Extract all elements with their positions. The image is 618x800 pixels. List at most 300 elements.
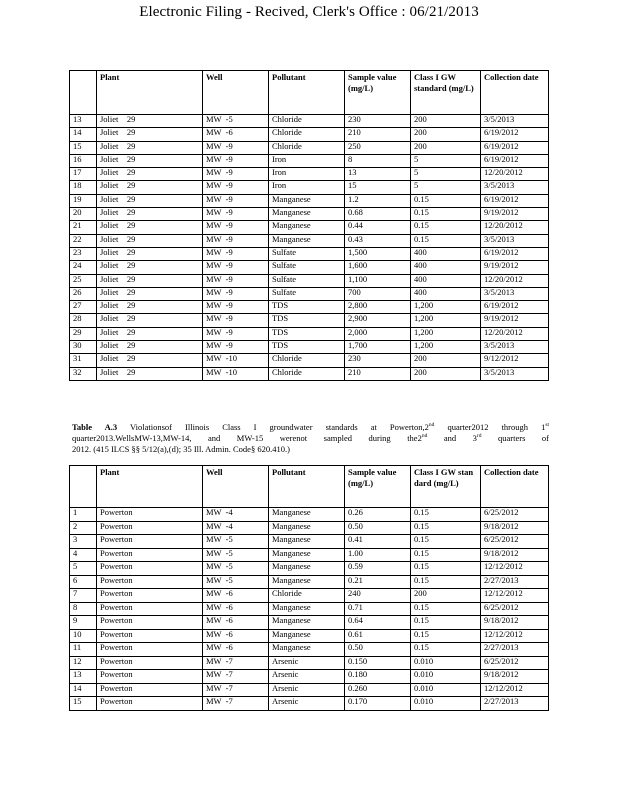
table-cell: 5 <box>411 168 481 181</box>
column-header: Plant <box>97 71 203 115</box>
table-cell: 24 <box>70 261 97 274</box>
table-cell: 1,200 <box>411 327 481 340</box>
table-cell: 0.15 <box>411 208 481 221</box>
table-cell: 0.26 <box>345 508 411 522</box>
table-cell: Manganese <box>269 221 345 234</box>
table-cell: MW -10 <box>203 367 269 380</box>
table-cell: Arsenic <box>269 683 345 697</box>
table-row <box>70 548 549 562</box>
table-cell: MW -7 <box>203 656 269 670</box>
table-cell: 230 <box>345 354 411 367</box>
table-cell: 11 <box>70 643 97 657</box>
table-cell: 12/12/2012 <box>481 629 549 643</box>
table-cell: 3/5/2013 <box>481 234 549 247</box>
table-cell: Joliet 29 <box>97 181 203 194</box>
table-row <box>70 261 549 274</box>
table-cell: Powerton <box>97 629 203 643</box>
table-cell: Joliet 29 <box>97 274 203 287</box>
table-cell: Arsenic <box>269 697 345 711</box>
table-cell: MW -7 <box>203 697 269 711</box>
table-cell: 9 <box>70 616 97 630</box>
table-cell: Powerton <box>97 575 203 589</box>
table-cell: MW -6 <box>203 629 269 643</box>
table-cell: Chloride <box>269 354 345 367</box>
table-row <box>70 181 549 194</box>
table-row <box>70 589 549 603</box>
table-row <box>70 327 549 340</box>
table-cell: 6/25/2012 <box>481 535 549 549</box>
table-row <box>70 535 549 549</box>
table-cell: TDS <box>269 341 345 354</box>
table-cell: Joliet 29 <box>97 154 203 167</box>
table-cell: 1,200 <box>411 301 481 314</box>
table-cell: 1,200 <box>411 314 481 327</box>
table-cell: 0.21 <box>345 575 411 589</box>
table-cell: 6/25/2012 <box>481 602 549 616</box>
table-cell: MW -6 <box>203 128 269 141</box>
table-cell: 0.15 <box>411 602 481 616</box>
table-cell: 28 <box>70 314 97 327</box>
table-cell: MW -4 <box>203 508 269 522</box>
table-cell: 31 <box>70 354 97 367</box>
table-row <box>70 616 549 630</box>
table-cell: Chloride <box>269 141 345 154</box>
table-cell: Manganese <box>269 548 345 562</box>
table-cell: 9/18/2012 <box>481 548 549 562</box>
table-cell: MW -7 <box>203 683 269 697</box>
table-cell: 18 <box>70 181 97 194</box>
table-cell: 0.68 <box>345 208 411 221</box>
table-cell: 9/18/2012 <box>481 670 549 684</box>
table-cell: 16 <box>70 154 97 167</box>
table-cell: Arsenic <box>269 670 345 684</box>
table-cell: Powerton <box>97 562 203 576</box>
caption-superscript: rd <box>476 433 482 440</box>
table-cell: Manganese <box>269 535 345 549</box>
table-cell: MW -4 <box>203 521 269 535</box>
table-cell: Manganese <box>269 575 345 589</box>
table-cell: Joliet 29 <box>97 115 203 128</box>
table-cell: 25 <box>70 274 97 287</box>
table-cell: 21 <box>70 221 97 234</box>
table-row <box>70 602 549 616</box>
table-row <box>70 341 549 354</box>
table-cell: Iron <box>269 154 345 167</box>
table-cell: MW -9 <box>203 181 269 194</box>
table-cell: 0.15 <box>411 508 481 522</box>
table-cell: 9/19/2012 <box>481 208 549 221</box>
table-cell: 0.170 <box>345 697 411 711</box>
table-cell: Iron <box>269 168 345 181</box>
table-cell: 0.15 <box>411 521 481 535</box>
table-cell: Powerton <box>97 697 203 711</box>
table-cell: 0.010 <box>411 670 481 684</box>
table-cell: Joliet 29 <box>97 287 203 300</box>
table-cell: MW -9 <box>203 287 269 300</box>
table-cell: 0.41 <box>345 535 411 549</box>
table-cell: MW -5 <box>203 548 269 562</box>
caption-text: and 3 <box>427 433 477 443</box>
table-cell: Joliet 29 <box>97 168 203 181</box>
table-cell: 13 <box>345 168 411 181</box>
table-cell: Arsenic <box>269 656 345 670</box>
table-cell: 0.010 <box>411 683 481 697</box>
table-cell: Manganese <box>269 208 345 221</box>
table-cell: 1 <box>70 508 97 522</box>
table-cell: MW -10 <box>203 354 269 367</box>
table-cell: Chloride <box>269 115 345 128</box>
table-cell: Joliet 29 <box>97 128 203 141</box>
column-header <box>70 466 97 508</box>
table-cell: 0.15 <box>411 562 481 576</box>
table-cell: 6/19/2012 <box>481 154 549 167</box>
table-cell: Joliet 29 <box>97 327 203 340</box>
table-cell: 6/19/2012 <box>481 141 549 154</box>
table-cell: 3/5/2013 <box>481 115 549 128</box>
table-cell: Powerton <box>97 508 203 522</box>
table-cell: MW -7 <box>203 670 269 684</box>
table-cell: 6/19/2012 <box>481 301 549 314</box>
table-cell: Powerton <box>97 643 203 657</box>
table-cell: 0.71 <box>345 602 411 616</box>
table-cell: 1,100 <box>345 274 411 287</box>
table-row <box>70 208 549 221</box>
table-row <box>70 168 549 181</box>
table-cell: 29 <box>70 327 97 340</box>
table-cell: 3/5/2013 <box>481 341 549 354</box>
table-cell: 200 <box>411 367 481 380</box>
table-cell: Manganese <box>269 629 345 643</box>
table-cell: 20 <box>70 208 97 221</box>
column-header: Pollutant <box>269 71 345 115</box>
table-row <box>70 521 549 535</box>
table-cell: Joliet 29 <box>97 194 203 207</box>
column-header: Collection date <box>481 466 549 508</box>
column-header: Class I GW standard (mg/L) <box>411 71 481 115</box>
table-cell: Powerton <box>97 521 203 535</box>
table-cell: 23 <box>70 247 97 260</box>
column-header: Pollutant <box>269 466 345 508</box>
powerton-violations-table <box>69 465 549 711</box>
table-cell: 6/25/2012 <box>481 656 549 670</box>
table-cell: Manganese <box>269 508 345 522</box>
table-row <box>70 367 549 380</box>
table-cell: 1,500 <box>345 247 411 260</box>
column-header: Class I GW stan dard (mg/L) <box>411 466 481 508</box>
table-cell: 30 <box>70 341 97 354</box>
table-cell: 0.15 <box>411 616 481 630</box>
table-cell: 22 <box>70 234 97 247</box>
table-cell: 200 <box>411 141 481 154</box>
table-cell: Powerton <box>97 602 203 616</box>
table-cell: MW -6 <box>203 616 269 630</box>
table-row <box>70 508 549 522</box>
table-row <box>70 562 549 576</box>
table-cell: 0.260 <box>345 683 411 697</box>
table-cell: MW -9 <box>203 194 269 207</box>
table-cell: TDS <box>269 301 345 314</box>
table-row <box>70 234 549 247</box>
table-cell: 7 <box>70 589 97 603</box>
caption-text: quarter2013.WellsMW-13,MW-14, and MW-15 werenot sampled during the2 <box>72 433 422 443</box>
table-cell: 2,800 <box>345 301 411 314</box>
column-header: Well <box>203 466 269 508</box>
table-cell: 0.15 <box>411 221 481 234</box>
table-cell: 2,000 <box>345 327 411 340</box>
table-cell: 700 <box>345 287 411 300</box>
table-row <box>70 643 549 657</box>
table-cell: 0.43 <box>345 234 411 247</box>
table-cell: Sulfate <box>269 261 345 274</box>
table-cell: 0.010 <box>411 656 481 670</box>
table-cell: 8 <box>70 602 97 616</box>
table-cell: 0.15 <box>411 575 481 589</box>
table-cell: Sulfate <box>269 247 345 260</box>
table-cell: MW -9 <box>203 234 269 247</box>
table-row <box>70 274 549 287</box>
table-cell: 5 <box>411 181 481 194</box>
table-cell: 0.44 <box>345 221 411 234</box>
table-cell: 240 <box>345 589 411 603</box>
table-body <box>70 115 549 381</box>
table-cell: 19 <box>70 194 97 207</box>
table-cell: MW -6 <box>203 589 269 603</box>
table-cell: Sulfate <box>269 287 345 300</box>
table-cell: 12/20/2012 <box>481 327 549 340</box>
table-cell: 15 <box>70 141 97 154</box>
table-cell: 0.180 <box>345 670 411 684</box>
table-cell: 0.15 <box>411 234 481 247</box>
table-cell: 0.15 <box>411 535 481 549</box>
table-cell: 9/18/2012 <box>481 616 549 630</box>
column-header: Sample value (mg/L) <box>345 71 411 115</box>
table-cell: Manganese <box>269 194 345 207</box>
table-cell: MW -9 <box>203 261 269 274</box>
table-row <box>70 194 549 207</box>
table-row <box>70 683 549 697</box>
table-cell: 200 <box>411 115 481 128</box>
caption-text: quarter2012 through 1 <box>434 422 546 432</box>
table-cell: MW -9 <box>203 314 269 327</box>
table-cell: Powerton <box>97 589 203 603</box>
table-cell: 400 <box>411 261 481 274</box>
table-cell: 2/27/2013 <box>481 643 549 657</box>
table-cell: 3/5/2013 <box>481 287 549 300</box>
table-cell: 0.64 <box>345 616 411 630</box>
table-cell: Joliet 29 <box>97 208 203 221</box>
table-cell: 3 <box>70 535 97 549</box>
caption-text: 2012. (415 ILCS §§ 5/12(a),(d); 35 Ill. Admin. Code§ 620.410.) <box>72 444 290 454</box>
table-row <box>70 154 549 167</box>
table-cell: Manganese <box>269 521 345 535</box>
table-cell: 14 <box>70 128 97 141</box>
table-cell: Joliet 29 <box>97 314 203 327</box>
table-cell: 400 <box>411 247 481 260</box>
caption-superscript: nd <box>428 422 435 429</box>
table-cell: 210 <box>345 128 411 141</box>
table-row <box>70 221 549 234</box>
table-cell: 0.15 <box>411 194 481 207</box>
table-cell: 0.59 <box>345 562 411 576</box>
caption-superscript: st <box>545 422 549 429</box>
table-cell: Powerton <box>97 656 203 670</box>
table-cell: Joliet 29 <box>97 261 203 274</box>
table-cell: Joliet 29 <box>97 221 203 234</box>
table-cell: 2 <box>70 521 97 535</box>
table-cell: 15 <box>70 697 97 711</box>
table-cell: 0.15 <box>411 548 481 562</box>
table-cell: 400 <box>411 274 481 287</box>
table-cell: 1,600 <box>345 261 411 274</box>
table-cell: 10 <box>70 629 97 643</box>
table-cell: Manganese <box>269 562 345 576</box>
table-cell: 8 <box>345 154 411 167</box>
table-row <box>70 287 549 300</box>
table-cell: MW -9 <box>203 274 269 287</box>
column-header: Plant <box>97 466 203 508</box>
table-cell: Joliet 29 <box>97 141 203 154</box>
table-cell: Joliet 29 <box>97 367 203 380</box>
table-cell: 200 <box>411 589 481 603</box>
table-cell: 3/5/2013 <box>481 367 549 380</box>
table-cell: Manganese <box>269 643 345 657</box>
table-cell: MW -9 <box>203 208 269 221</box>
table-cell: 9/19/2012 <box>481 261 549 274</box>
table-cell: 3/5/2013 <box>481 181 549 194</box>
table-cell: TDS <box>269 327 345 340</box>
table-cell: 250 <box>345 141 411 154</box>
table-cell: 5 <box>411 154 481 167</box>
table-cell: TDS <box>269 314 345 327</box>
table-cell: Powerton <box>97 548 203 562</box>
table-cell: 32 <box>70 367 97 380</box>
table-header-row <box>70 466 549 508</box>
table-cell: 14 <box>70 683 97 697</box>
table-cell: 0.50 <box>345 643 411 657</box>
table-cell: Sulfate <box>269 274 345 287</box>
table-cell: Joliet 29 <box>97 341 203 354</box>
table-cell: MW -9 <box>203 141 269 154</box>
table-row <box>70 670 549 684</box>
table-cell: 9/19/2012 <box>481 314 549 327</box>
table-cell: Manganese <box>269 616 345 630</box>
column-header: Collection date <box>481 71 549 115</box>
table-cell: 1.2 <box>345 194 411 207</box>
table-cell: 26 <box>70 287 97 300</box>
table-row <box>70 697 549 711</box>
table-cell: MW -9 <box>203 154 269 167</box>
joliet-violations-table <box>69 70 549 381</box>
table-cell: 200 <box>411 354 481 367</box>
table-cell: MW -9 <box>203 168 269 181</box>
table-cell: 6/19/2012 <box>481 128 549 141</box>
table-cell: 6 <box>70 575 97 589</box>
table-row <box>70 354 549 367</box>
table-cell: MW -5 <box>203 535 269 549</box>
table-cell: Chloride <box>269 367 345 380</box>
caption-text: Violationsof Illinois Class I groundwater standards at Powerton,2 <box>117 422 429 432</box>
table-cell: 6/25/2012 <box>481 508 549 522</box>
table-cell: Powerton <box>97 683 203 697</box>
table-cell: Iron <box>269 181 345 194</box>
table-cell: 12/12/2012 <box>481 589 549 603</box>
table-cell: MW -5 <box>203 575 269 589</box>
table-cell: 9/18/2012 <box>481 521 549 535</box>
table-cell: 6/19/2012 <box>481 194 549 207</box>
table-header-row <box>70 71 549 115</box>
table-row <box>70 629 549 643</box>
column-header: Sample value (mg/L) <box>345 466 411 508</box>
table-cell: Manganese <box>269 234 345 247</box>
table-cell: Joliet 29 <box>97 247 203 260</box>
table-cell: 1,200 <box>411 341 481 354</box>
table-cell: 210 <box>345 367 411 380</box>
table-cell: 0.50 <box>345 521 411 535</box>
table-cell: 5 <box>70 562 97 576</box>
caption-text: quarters of <box>481 433 549 443</box>
table-row <box>70 141 549 154</box>
table-cell: Chloride <box>269 128 345 141</box>
table-cell: MW -6 <box>203 643 269 657</box>
table-cell: MW -9 <box>203 221 269 234</box>
table-row <box>70 656 549 670</box>
table-cell: Joliet 29 <box>97 234 203 247</box>
table-cell: 0.010 <box>411 697 481 711</box>
table-cell: Powerton <box>97 670 203 684</box>
table-cell: MW -9 <box>203 341 269 354</box>
table-cell: 2/27/2013 <box>481 575 549 589</box>
table-body <box>70 508 549 711</box>
table-cell: Joliet 29 <box>97 354 203 367</box>
column-header <box>70 71 97 115</box>
table-cell: 0.61 <box>345 629 411 643</box>
table-row <box>70 128 549 141</box>
table-cell: 6/19/2012 <box>481 247 549 260</box>
table-cell: 12/20/2012 <box>481 274 549 287</box>
table-cell: MW -5 <box>203 562 269 576</box>
table-cell: Chloride <box>269 589 345 603</box>
table-cell: MW -6 <box>203 602 269 616</box>
table-cell: 4 <box>70 548 97 562</box>
caption-superscript: nd <box>421 433 428 440</box>
caption-label: Table A.3 <box>72 422 118 432</box>
table-cell: Powerton <box>97 535 203 549</box>
table-row <box>70 115 549 128</box>
table-cell: MW -5 <box>203 115 269 128</box>
table-cell: 400 <box>411 287 481 300</box>
table-cell: 27 <box>70 301 97 314</box>
table-cell: 13 <box>70 115 97 128</box>
table-cell: MW -9 <box>203 327 269 340</box>
table-cell: 1.00 <box>345 548 411 562</box>
table-cell: MW -9 <box>203 301 269 314</box>
table-cell: Joliet 29 <box>97 301 203 314</box>
table-cell: 230 <box>345 115 411 128</box>
table-cell: Manganese <box>269 602 345 616</box>
table-cell: 12 <box>70 656 97 670</box>
column-header: Well <box>203 71 269 115</box>
table-cell: 15 <box>345 181 411 194</box>
table-row <box>70 314 549 327</box>
table-caption <box>72 422 549 455</box>
table-row <box>70 301 549 314</box>
table-cell: 0.15 <box>411 629 481 643</box>
table-cell: 12/12/2012 <box>481 562 549 576</box>
table-cell: MW -9 <box>203 247 269 260</box>
table-cell: 12/20/2012 <box>481 168 549 181</box>
table-cell: 0.150 <box>345 656 411 670</box>
table-cell: 2/27/2013 <box>481 697 549 711</box>
